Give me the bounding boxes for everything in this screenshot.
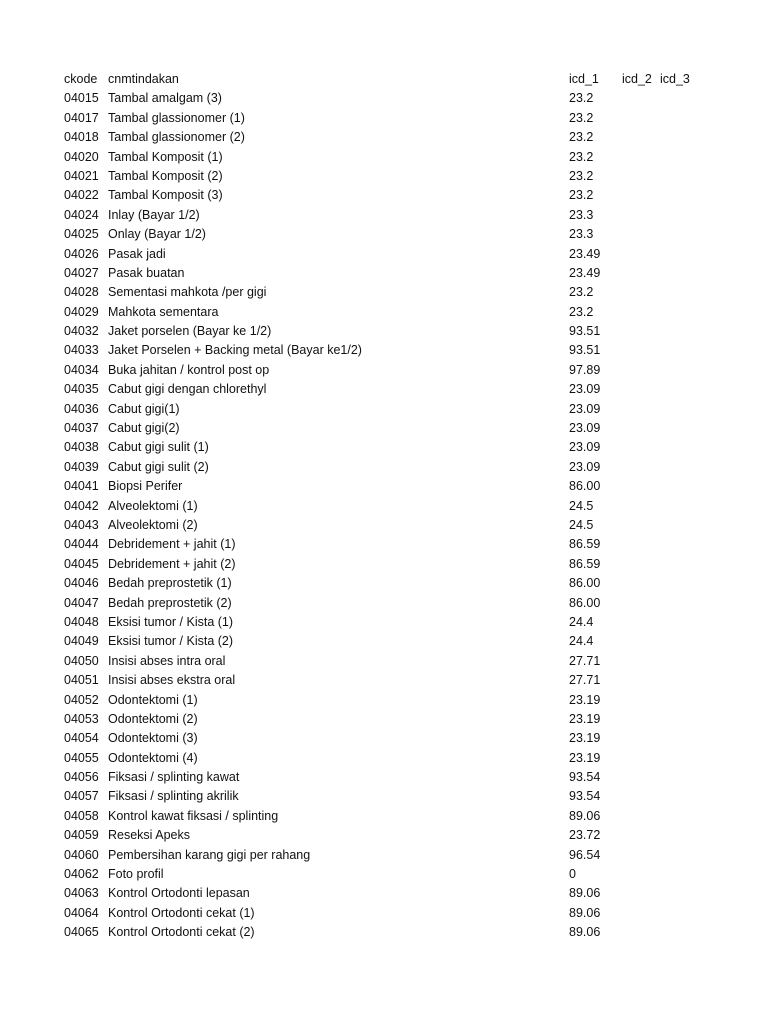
table-row	[0, 497, 768, 516]
table-row	[0, 264, 768, 283]
cell-cnmtindakan: Cabut gigi sulit (1)	[108, 440, 209, 455]
table-row	[0, 846, 768, 865]
cell-cnmtindakan: Jaket porselen (Bayar ke 1/2)	[108, 324, 272, 339]
table-row	[0, 361, 768, 380]
header-ckode: ckode	[64, 72, 98, 86]
cell-ckode: 04047	[64, 595, 99, 610]
cell-icd-1: 89.06	[569, 808, 601, 823]
table-row	[0, 245, 768, 264]
table-row	[0, 322, 768, 341]
table-row	[0, 109, 768, 128]
cell-cnmtindakan: Odontektomi (1)	[108, 692, 198, 707]
cell-icd-1: 97.89	[569, 362, 601, 377]
table-row	[0, 400, 768, 419]
cell-icd-1: 86.00	[569, 479, 601, 494]
table-body	[0, 89, 768, 942]
table-row	[0, 516, 768, 535]
cell-icd-1: 23.3	[569, 227, 594, 242]
cell-ckode: 04056	[64, 770, 99, 785]
cell-icd-1: 86.00	[569, 595, 601, 610]
cell-icd-1: 23.72	[569, 828, 601, 843]
table-row	[0, 89, 768, 108]
cell-ckode: 04021	[64, 168, 99, 183]
table-row	[0, 167, 768, 186]
cell-icd-1: 96.54	[569, 847, 601, 862]
table-row	[0, 128, 768, 147]
cell-cnmtindakan: Kontrol Ortodonti lepasan	[108, 886, 250, 901]
cell-ckode: 04041	[64, 479, 99, 494]
table-row	[0, 438, 768, 457]
cell-cnmtindakan: Odontektomi (3)	[108, 731, 198, 746]
cell-cnmtindakan: Tambal glassionomer (1)	[108, 110, 245, 125]
cell-icd-1: 23.2	[569, 285, 594, 300]
table-row	[0, 710, 768, 729]
cell-icd-1: 93.54	[569, 770, 601, 785]
cell-ckode: 04036	[64, 401, 99, 416]
cell-cnmtindakan: Tambal Komposit (3)	[108, 188, 223, 203]
cell-ckode: 04024	[64, 207, 99, 222]
cell-ckode: 04043	[64, 517, 99, 532]
cell-cnmtindakan: Alveolektomi (2)	[108, 517, 198, 532]
table-row	[0, 884, 768, 903]
cell-icd-1: 0	[569, 867, 576, 882]
cell-ckode: 04025	[64, 227, 99, 242]
cell-ckode: 04065	[64, 925, 99, 940]
table-row	[0, 555, 768, 574]
cell-icd-1: 23.09	[569, 459, 601, 474]
cell-ckode: 04048	[64, 614, 99, 629]
header-icd-1: icd_1	[569, 72, 599, 86]
cell-ckode: 04015	[64, 91, 99, 106]
cell-icd-1: 27.71	[569, 673, 601, 688]
cell-cnmtindakan: Bedah preprostetik (1)	[108, 576, 232, 591]
table-row	[0, 923, 768, 942]
cell-cnmtindakan: Eksisi tumor / Kista (2)	[108, 634, 234, 649]
cell-icd-1: 23.2	[569, 149, 594, 164]
cell-cnmtindakan: Kontrol Ortodonti cekat (2)	[108, 925, 255, 940]
cell-cnmtindakan: Fiksasi / splinting kawat	[108, 770, 240, 785]
cell-cnmtindakan: Pasak buatan	[108, 265, 185, 280]
cell-ckode: 04039	[64, 459, 99, 474]
cell-icd-1: 23.19	[569, 731, 601, 746]
cell-ckode: 04058	[64, 808, 99, 823]
cell-icd-1: 23.19	[569, 711, 601, 726]
cell-ckode: 04045	[64, 556, 99, 571]
cell-icd-1: 23.09	[569, 440, 601, 455]
cell-cnmtindakan: Mahkota sementara	[108, 304, 219, 319]
cell-cnmtindakan: Reseksi Apeks	[108, 828, 190, 843]
cell-ckode: 04052	[64, 692, 99, 707]
header-cnmtindakan: cnmtindakan	[108, 72, 179, 86]
table-row	[0, 225, 768, 244]
cell-ckode: 04042	[64, 498, 99, 513]
cell-ckode: 04054	[64, 731, 99, 746]
cell-cnmtindakan: Bedah preprostetik (2)	[108, 595, 232, 610]
table-row	[0, 477, 768, 496]
cell-icd-1: 23.19	[569, 750, 601, 765]
table-row	[0, 749, 768, 768]
cell-ckode: 04059	[64, 828, 99, 843]
cell-ckode: 04038	[64, 440, 99, 455]
cell-cnmtindakan: Insisi abses intra oral	[108, 653, 226, 668]
cell-icd-1: 24.4	[569, 634, 594, 649]
cell-cnmtindakan: Eksisi tumor / Kista (1)	[108, 614, 234, 629]
cell-icd-1: 86.00	[569, 576, 601, 591]
cell-ckode: 04027	[64, 265, 99, 280]
table-row	[0, 594, 768, 613]
cell-cnmtindakan: Debridement + jahit (2)	[108, 556, 236, 571]
cell-cnmtindakan: Onlay (Bayar 1/2)	[108, 227, 206, 242]
table-row	[0, 807, 768, 826]
table-row	[0, 768, 768, 787]
cell-icd-1: 86.59	[569, 537, 601, 552]
cell-icd-1: 23.09	[569, 382, 601, 397]
header-icd-2: icd_2	[622, 72, 652, 86]
cell-cnmtindakan: Cabut gigi sulit (2)	[108, 459, 209, 474]
cell-cnmtindakan: Cabut gigi(2)	[108, 421, 180, 436]
cell-icd-1: 23.3	[569, 207, 594, 222]
table-row	[0, 303, 768, 322]
table-row	[0, 865, 768, 884]
cell-icd-1: 24.5	[569, 498, 594, 513]
cell-ckode: 04057	[64, 789, 99, 804]
cell-icd-1: 89.06	[569, 905, 601, 920]
cell-ckode: 04060	[64, 847, 99, 862]
cell-ckode: 04053	[64, 711, 99, 726]
table-row	[0, 729, 768, 748]
cell-icd-1: 23.2	[569, 91, 594, 106]
table-row	[0, 652, 768, 671]
cell-ckode: 04018	[64, 130, 99, 145]
cell-cnmtindakan: Odontektomi (2)	[108, 711, 198, 726]
table-row	[0, 787, 768, 806]
cell-cnmtindakan: Odontektomi (4)	[108, 750, 198, 765]
cell-cnmtindakan: Pembersihan karang gigi per rahang	[108, 847, 311, 862]
cell-cnmtindakan: Sementasi mahkota /per gigi	[108, 285, 267, 300]
header-icd-3: icd_3	[660, 72, 690, 86]
cell-cnmtindakan: Jaket Porselen + Backing metal (Bayar ke1/2)	[108, 343, 362, 358]
cell-cnmtindakan: Debridement + jahit (1)	[108, 537, 236, 552]
spreadsheet-table	[0, 70, 768, 943]
table-row	[0, 826, 768, 845]
cell-icd-1: 23.49	[569, 265, 601, 280]
cell-ckode: 04029	[64, 304, 99, 319]
cell-ckode: 04017	[64, 110, 99, 125]
cell-icd-1: 93.54	[569, 789, 601, 804]
cell-icd-1: 23.49	[569, 246, 601, 261]
table-row	[0, 186, 768, 205]
cell-ckode: 04062	[64, 867, 99, 882]
table-row	[0, 380, 768, 399]
cell-ckode: 04032	[64, 324, 99, 339]
cell-icd-1: 23.09	[569, 401, 601, 416]
cell-ckode: 04046	[64, 576, 99, 591]
cell-cnmtindakan: Tambal amalgam (3)	[108, 91, 222, 106]
cell-ckode: 04049	[64, 634, 99, 649]
cell-cnmtindakan: Cabut gigi dengan chlorethyl	[108, 382, 267, 397]
table-row	[0, 341, 768, 360]
cell-cnmtindakan: Buka jahitan / kontrol post op	[108, 362, 270, 377]
cell-ckode: 04033	[64, 343, 99, 358]
cell-cnmtindakan: Alveolektomi (1)	[108, 498, 198, 513]
table-row	[0, 632, 768, 651]
cell-ckode: 04064	[64, 905, 99, 920]
cell-cnmtindakan: Kontrol kawat fiksasi / splinting	[108, 808, 279, 823]
cell-ckode: 04020	[64, 149, 99, 164]
table-row	[0, 148, 768, 167]
table-row	[0, 419, 768, 438]
cell-cnmtindakan: Cabut gigi(1)	[108, 401, 180, 416]
table-row	[0, 458, 768, 477]
cell-icd-1: 93.51	[569, 324, 601, 339]
table-row	[0, 671, 768, 690]
cell-icd-1: 23.09	[569, 421, 601, 436]
cell-icd-1: 23.2	[569, 110, 594, 125]
table-row	[0, 574, 768, 593]
cell-icd-1: 23.19	[569, 692, 601, 707]
cell-cnmtindakan: Inlay (Bayar 1/2)	[108, 207, 200, 222]
cell-icd-1: 24.5	[569, 517, 594, 532]
cell-cnmtindakan: Fiksasi / splinting akrilik	[108, 789, 239, 804]
cell-icd-1: 24.4	[569, 614, 594, 629]
cell-ckode: 04034	[64, 362, 99, 377]
cell-cnmtindakan: Tambal glassionomer (2)	[108, 130, 245, 145]
cell-ckode: 04044	[64, 537, 99, 552]
cell-ckode: 04063	[64, 886, 99, 901]
cell-cnmtindakan: Pasak jadi	[108, 246, 166, 261]
cell-icd-1: 93.51	[569, 343, 601, 358]
header-row	[0, 70, 768, 89]
cell-ckode: 04035	[64, 382, 99, 397]
cell-icd-1: 27.71	[569, 653, 601, 668]
cell-ckode: 04026	[64, 246, 99, 261]
cell-icd-1: 89.06	[569, 886, 601, 901]
table-row	[0, 283, 768, 302]
cell-ckode: 04051	[64, 673, 99, 688]
cell-ckode: 04022	[64, 188, 99, 203]
table-row	[0, 206, 768, 225]
cell-cnmtindakan: Tambal Komposit (1)	[108, 149, 223, 164]
table-row	[0, 904, 768, 923]
cell-ckode: 04028	[64, 285, 99, 300]
cell-ckode: 04050	[64, 653, 99, 668]
cell-cnmtindakan: Biopsi Perifer	[108, 479, 183, 494]
cell-icd-1: 23.2	[569, 168, 594, 183]
cell-ckode: 04037	[64, 421, 99, 436]
table-row	[0, 691, 768, 710]
table-row	[0, 613, 768, 632]
cell-icd-1: 23.2	[569, 304, 594, 319]
cell-ckode: 04055	[64, 750, 99, 765]
cell-icd-1: 89.06	[569, 925, 601, 940]
cell-icd-1: 23.2	[569, 188, 594, 203]
cell-cnmtindakan: Foto profil	[108, 867, 164, 882]
cell-cnmtindakan: Kontrol Ortodonti cekat (1)	[108, 905, 255, 920]
cell-icd-1: 23.2	[569, 130, 594, 145]
cell-cnmtindakan: Tambal Komposit (2)	[108, 168, 223, 183]
cell-cnmtindakan: Insisi abses ekstra oral	[108, 673, 236, 688]
cell-icd-1: 86.59	[569, 556, 601, 571]
table-row	[0, 535, 768, 554]
